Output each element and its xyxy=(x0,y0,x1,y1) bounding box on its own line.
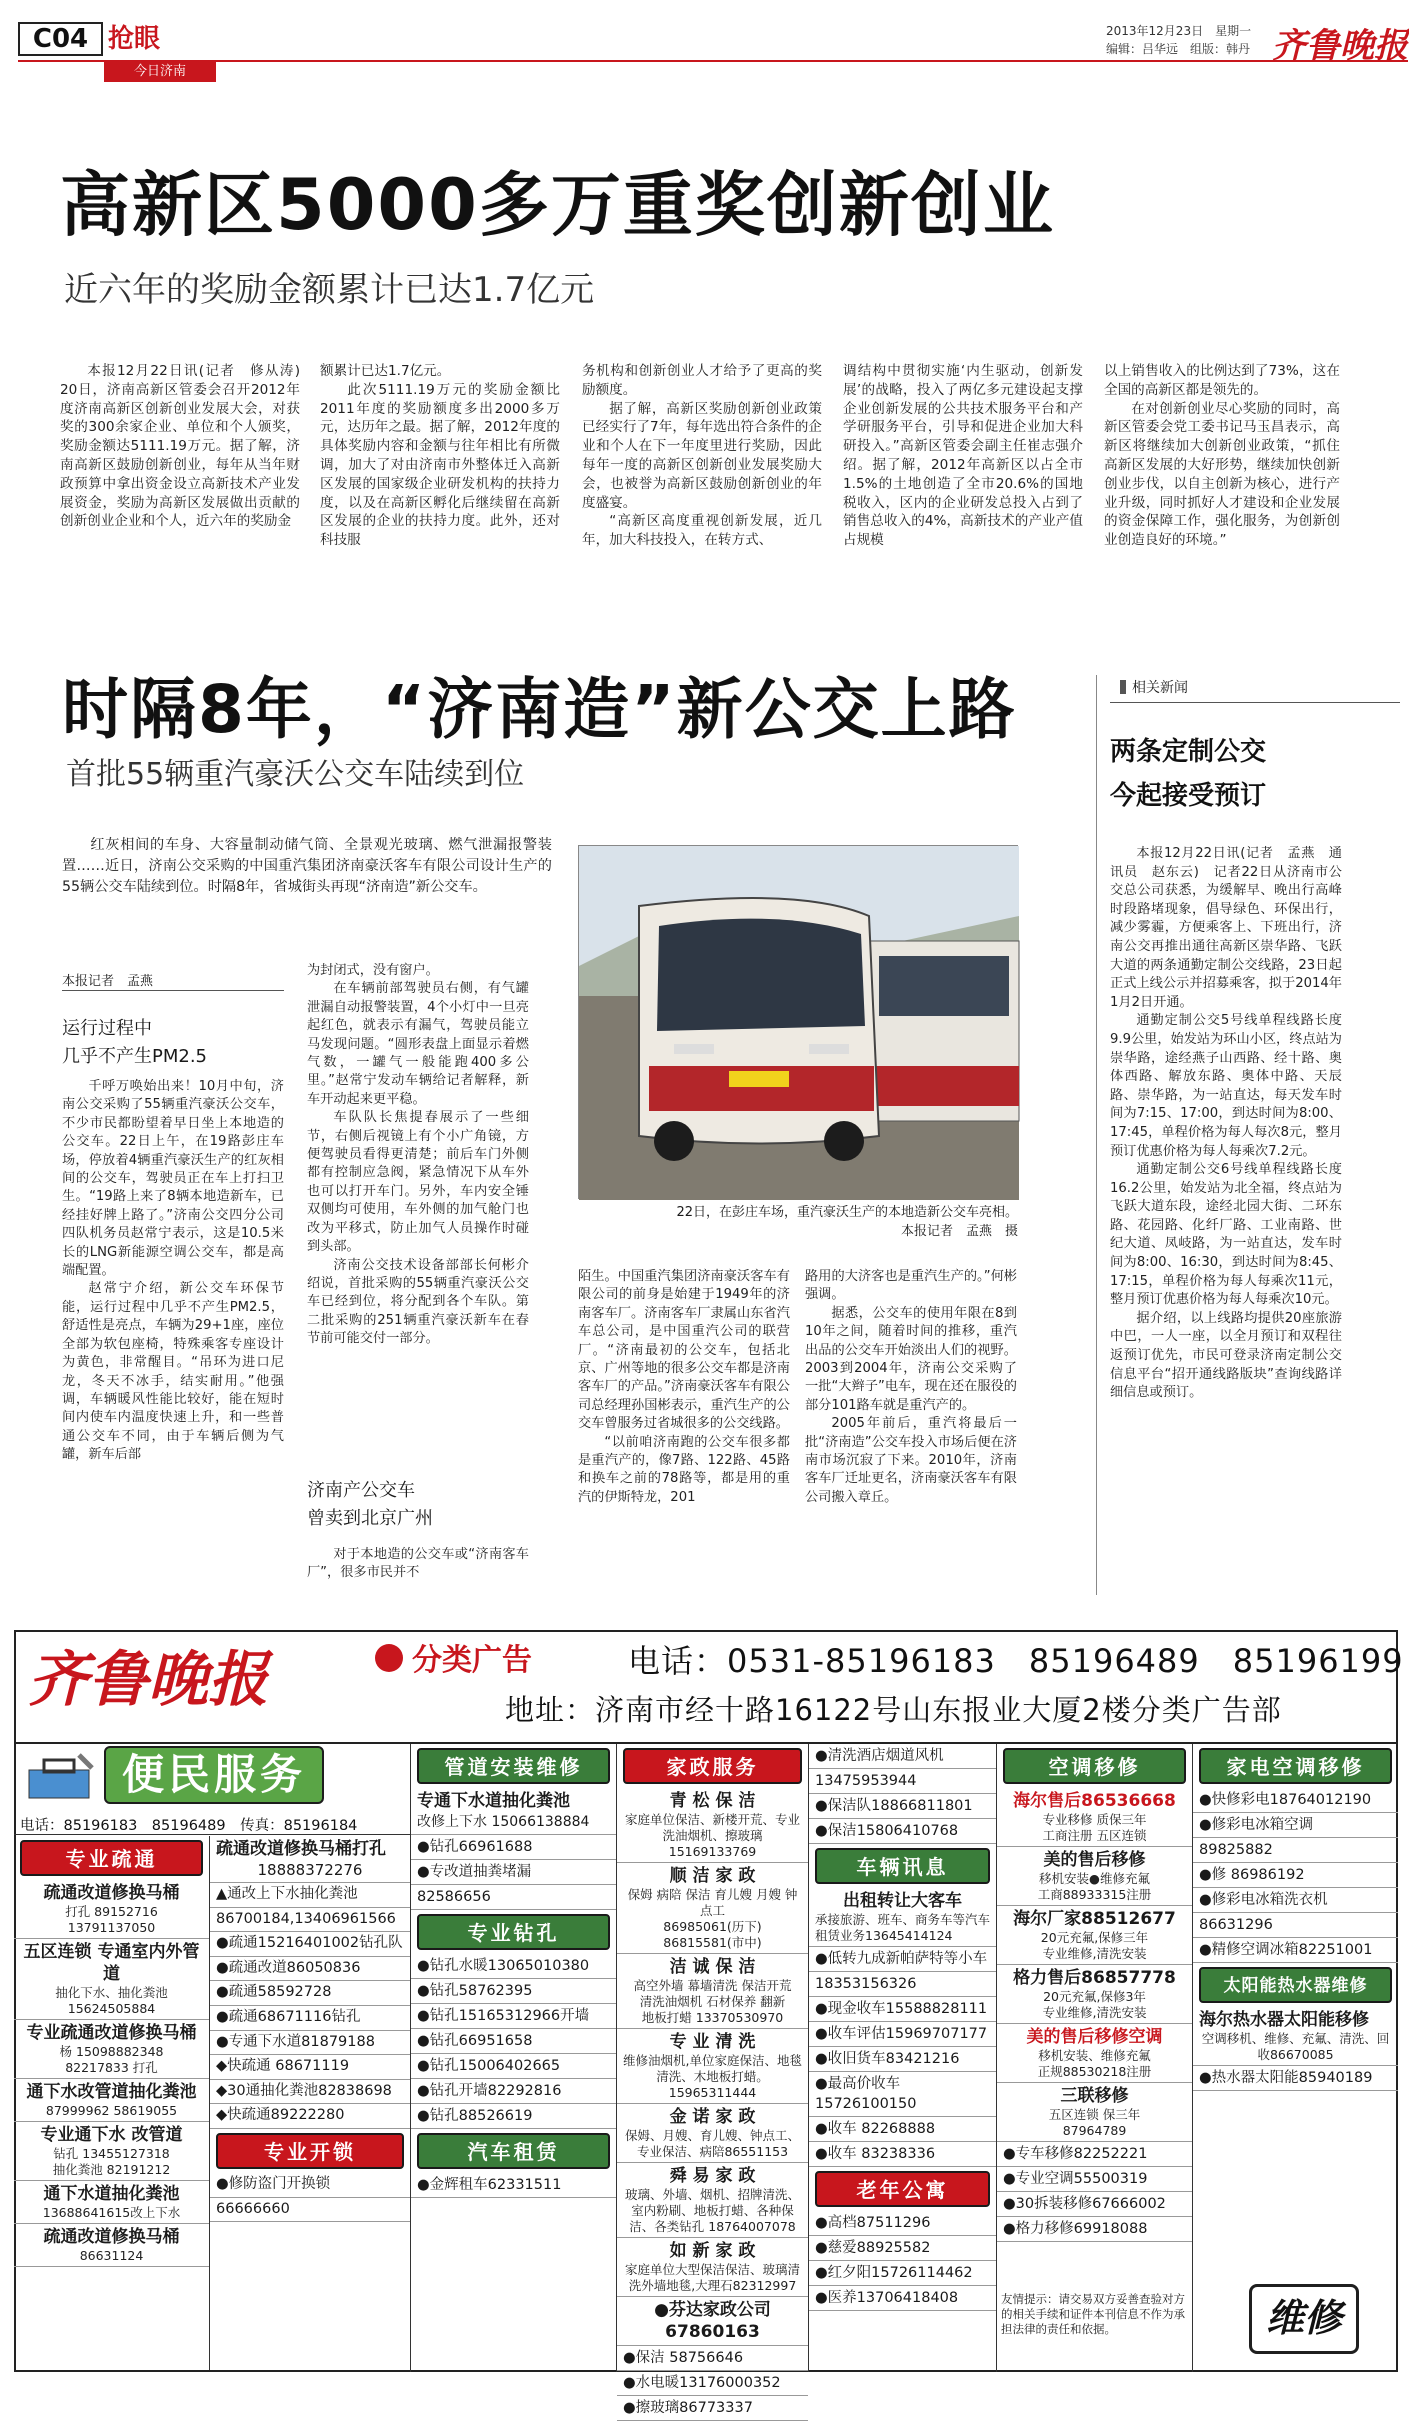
ad-col-2 xyxy=(210,1836,410,2370)
ad-item-title: 海尔售后86536668 xyxy=(1013,1791,1176,1811)
ad-line: ●高档87511296 xyxy=(809,2211,996,2236)
ad-item xyxy=(617,2238,808,2297)
ad-line: ●修彩电冰箱洗衣机 xyxy=(1193,1888,1398,1913)
ad-bullet-icon xyxy=(375,1644,403,1672)
article2-col3 xyxy=(578,1268,790,1507)
ad-item-detail: 打孔 89152716 13791137050 xyxy=(65,1904,158,1935)
related-title-1: 两条定制公交 xyxy=(1110,737,1267,767)
ad-item-title: 舜 易 家 政 xyxy=(669,2166,756,2186)
ad-item xyxy=(997,1965,1192,2024)
ad-line: ●保洁15806410768 xyxy=(809,1819,996,1844)
c4-list xyxy=(617,1788,808,2346)
bianmin-tel: 电话：85196183 85196489 传真：85196184 xyxy=(20,1818,358,1834)
ad-item-title: 三联移修 xyxy=(1060,2086,1129,2106)
c3-top-ad: 专通下水道抽化粪池 改修上下水 15066138884 xyxy=(411,1788,616,1835)
ad-item-title: 美的售后移修空调 xyxy=(1026,2027,1163,2047)
article1-col2 xyxy=(320,362,560,550)
ad-line: ●最高价收车15726100150 xyxy=(809,2072,996,2117)
paragraph: 千呼万唤始出来！10月中旬，济南公交采购了55辆重汽豪沃公交车，不少市民都盼望着早日坐上本地造的公交车。22日上午，在19路彭庄车场，停放着4辆重汽豪沃生产的红灰相间的公交车，驾驶员正在车上打扫卫生。“19路上来了8辆本地造新车，已经挂好牌上路了。”济南公交四分公司四队机务员赵常宁表示，这是10.5米长的LNG新能源空调公交车，都是高端配置。 xyxy=(62,1079,284,1279)
c7-list xyxy=(1193,1788,1398,1963)
repair-logo: 维修 xyxy=(1249,2284,1359,2354)
ad-item-title: 疏通改道修换马桶 xyxy=(43,1883,180,1903)
ad-col-6 xyxy=(996,1744,1192,2372)
ad-line: 66666660 xyxy=(210,2198,410,2223)
article2-sub1a: 运行过程中 xyxy=(62,1018,152,1039)
ad-line: ●水电暖13176000352 xyxy=(617,2371,808,2396)
ad-item xyxy=(997,1906,1192,1965)
ad-line: ●钻孔15006402665 xyxy=(411,2054,616,2079)
ad-line: 86631296 xyxy=(1193,1913,1398,1938)
ad-item-title: 顺 洁 家 政 xyxy=(669,1866,756,1886)
ad-line: ●精修空调冰箱82251001 xyxy=(1193,1938,1398,1963)
ad-item xyxy=(14,2020,209,2079)
c2-list-b xyxy=(210,2173,410,2222)
c2-top-ad: 疏通改道修换马桶打孔 18888372276 xyxy=(210,1836,410,1883)
article1-headline: 高新区5000多万重奖创新创业 xyxy=(60,164,1055,246)
ad-line: ●收车 83238336 xyxy=(809,2142,996,2167)
ad-item xyxy=(617,2029,808,2104)
ad-item-title: 美的售后移修 xyxy=(1043,1850,1146,1870)
ad-line: ●钻孔水暖13065010380 xyxy=(411,1954,616,1979)
paragraph: 赵常宁介绍，新公交车环保节能，运行过程中几乎不产生PM2.5，舒适性是亮点，车辆为29+1座，座位全部为软包座椅，特殊乘客专座设计为黄色，非常醒目。“吊环为进口尼龙，冬天不冰手，结实耐用。”他强调，车辆暖风性能比较好，能在短时间内使车内温度快速上升，和一些普通公交车不同，由于车辆后侧为气罐，新车后部 xyxy=(62,1281,284,1463)
c2-list xyxy=(210,1883,410,2129)
related-body xyxy=(1110,845,1342,1403)
ad-line: ●修彩电冰箱空调 xyxy=(1193,1813,1398,1838)
ad-line: ●红夕阳15726114462 xyxy=(809,2261,996,2286)
ad-item-title: 专业疏通改道修换马桶 xyxy=(26,2023,197,2043)
cat-jiazheng: 家政服务 xyxy=(623,1748,802,1784)
ad-item xyxy=(617,2104,808,2163)
ad-item-title: 格力售后86857778 xyxy=(1013,1968,1176,1988)
paragraph: 通勤定制公交6号线单程线路长度16.2公里，始发站为北全福，终点站为飞跃大道东段，途经北园大街、二环东路、花园路、化纤厂路、工业南路、世纪大道、凤岐路，为一站直达，发车时间为8:00、16:30，到达时间为8:45、17:15，单程价格为每人每乘次11元，整月预订优惠价格为每人每乘次10元。 xyxy=(1110,1162,1342,1308)
ad-line: ●钻孔开墙82292816 xyxy=(411,2079,616,2104)
ad-col-3 xyxy=(410,1744,616,2372)
section-name: 抢眼 xyxy=(108,24,161,54)
ad-item xyxy=(14,2122,209,2181)
c3-list-b xyxy=(411,1954,616,2129)
article2-col4 xyxy=(805,1268,1017,1507)
ad-item-title: 专 业 清 洗 xyxy=(669,2032,756,2052)
ad-line: ●金辉租车62331511 xyxy=(411,2173,616,2198)
c1-list xyxy=(14,1880,209,2267)
article1-col5 xyxy=(1104,362,1340,550)
ad-line: ●快修彩电18764012190 xyxy=(1193,1788,1398,1813)
subsection-tag: 今日济南 xyxy=(104,62,216,82)
paragraph: 路用的大济客也是重汽生产的。”何彬强调。 xyxy=(805,1269,1017,1303)
ad-item xyxy=(617,2297,808,2346)
ad-line: 82586656 xyxy=(411,1885,616,1910)
ad-item-title: 疏通改道修换马桶 xyxy=(43,2227,180,2247)
ad-item-detail: 86631124 xyxy=(79,2248,144,2263)
ad-line: ●专业空调55500319 xyxy=(997,2167,1192,2192)
ad-line: ●收旧货车83421216 xyxy=(809,2047,996,2072)
c6-note: 友情提示：请交易双方妥善查验对方的相关手续和证件本刊信息不作为承担法律的责任和依据。 xyxy=(1001,2292,1185,2336)
page-code: C04 xyxy=(32,24,89,54)
paragraph: 本报12月22日讯(记者 孟燕 通讯员 赵东云) 记者22日从济南市公交总公司获悉，为缓解早、晚出行高峰时段路堵现象，倡导绿色、环保出行，减少雾霾，方便乘客上、下班出行，济南公交再推出通往高新区崇华路、飞跃大道的两条通勤定制公交线路，23日起正式上线公示并招募乘客，拟于2014年1月2日开通。 xyxy=(1110,846,1342,1010)
c7-top-ad: 海尔热水器太阳能移修 空调移机、维修、充氟、清洗、回收86670085 xyxy=(1193,2007,1398,2066)
ad-line: 13475953944 xyxy=(809,1769,996,1794)
cat-kaisuo: 专业开锁 xyxy=(216,2133,404,2169)
ad-item-detail: 移机安装●维修充氟 工商88933315注册 xyxy=(1037,1871,1152,1902)
ad-tel-label: 电话：0531-85196183 85196489 85196199 xyxy=(628,1642,1404,1680)
ad-item-detail: 玻璃、外墙、烟机、招牌清洗、室内粉刷、地板打蜡、各种保洁、各类钻孔 18764007078 xyxy=(624,2187,800,2234)
paragraph: 通勤定制公交5号线单程线路长度9.9公里，始发站为环山小区，终点站为崇华路，途经燕子山西路、经十路、奥体西路、解放东路、奥体中路、天辰路、崇华路，为一站直达，每天发车时间为7:15、17:00，到达时间为8:00、17:45，单程价格为每人每次8元，整月预订优惠价格为每人每乘次7.2元。 xyxy=(1110,1013,1342,1159)
ad-logo: 齐鲁晚报 xyxy=(28,1645,268,1715)
ad-item-detail: 五区连锁 保三年 87964789 xyxy=(1048,2107,1141,2138)
bus-photo xyxy=(578,845,1018,1199)
article2-sub2a: 济南产公交车 xyxy=(307,1480,415,1501)
ad-line: ●热水器太阳能85940189 xyxy=(1193,2066,1398,2091)
ad-line: 89825882 xyxy=(1193,1838,1398,1863)
paragraph: 在车辆前部驾驶员右侧，有气罐泄漏自动报警装置，4个小灯中一旦亮起红色，就表示有漏气，驾驶员能立马发现问题。“圆形表盘上面显示着燃气数，一罐气一般能跑400多公里。”赵常宁发动车辆给记者解释，新车开动起来更平稳。 xyxy=(307,981,529,1107)
article1-col4: 调结构中贯彻实施‘内生驱动，创新发展’的战略，投入了两亿多元建设起支撑企业创新发展的公共技术服务平台和产学研服务平台，引导和促进企业加大科研投入。”高新区管委会副主任崔志强介绍。据了解，2012年高新区以占全市1.5%的土地创造了全市20.6%的国地税收入，区内的企业研发总投入占到了销售总收入的4%，高新技术的产业产值占规模 xyxy=(843,363,1083,549)
article2-col1 xyxy=(62,1078,284,1465)
related-marker xyxy=(1120,680,1126,694)
ad-col-4 xyxy=(616,1744,808,2416)
ad-item-detail: 抽化下水、抽化粪池 15624505884 xyxy=(55,1985,168,2016)
article2-lead: 红灰相间的车身、大容量制动储气筒、全景观光玻璃、燃气泄漏报警装置……近日，济南公交采购的中国重汽集团济南豪沃客车有限公司设计生产的55辆公交车陆续到位。时隔8年，省城街头再现“济南造”新公交车。 xyxy=(62,837,552,895)
article2-col2 xyxy=(307,962,529,1349)
ad-item-detail: 高空外墙 幕墙清洗 保洁开荒 清洗油烟机 石材保养 翻新 地板打蜡 13370530970 xyxy=(633,1978,792,2025)
ad-line: ●钻孔66951658 xyxy=(411,2029,616,2054)
ad-line: ●格力移修69918088 xyxy=(997,2217,1192,2242)
sidebar-divider xyxy=(1096,675,1097,1595)
ad-item-title: 青 松 保 洁 xyxy=(669,1791,756,1811)
ad-item-detail: 专业移修 质保三年 工商注册 五区连锁 xyxy=(1042,1812,1147,1843)
cat-cheliang: 车辆讯息 xyxy=(815,1848,990,1884)
ad-line: ●低转九成新帕萨特等小车 xyxy=(809,1947,996,1972)
cat-guandao: 管道安装维修 xyxy=(417,1748,610,1784)
paragraph: 为封闭式，没有窗户。 xyxy=(307,963,439,978)
ad-col-1 xyxy=(14,1836,210,2370)
article2-sub2b: 曾卖到北京广州 xyxy=(307,1508,433,1529)
ad-line: ●现金收车15588828111 xyxy=(809,1997,996,2022)
ad-item xyxy=(617,1863,808,1954)
ad-line: ●30拆装移修67666002 xyxy=(997,2192,1192,2217)
c3-list-c xyxy=(411,2173,616,2198)
ad-item xyxy=(14,1939,209,2020)
paragraph: 车队队长焦提春展示了一些细节，右侧后视镜上有个小广角镜，方便驾驶员看得更清楚；前后车门外侧都有控制应急阀，紧急情况下从车外也可以打开车门。另外，车内安全锤双侧均可使用，车外侧的加气舱门也改为平移式，防止加气人员操作时碰到头部。 xyxy=(307,1110,529,1255)
paragraph: 务机构和创新创业人才给予了更高的奖励额度。 xyxy=(582,363,822,398)
related-title-2: 今起接受预订 xyxy=(1110,781,1267,811)
ad-line: ●钻孔15165312966开墙 xyxy=(411,2004,616,2029)
ad-line: ●保洁队18866811801 xyxy=(809,1794,996,1819)
cat-zuche: 汽车租赁 xyxy=(417,2133,610,2169)
ad-line: ●钻孔66961688 xyxy=(411,1835,616,1860)
paragraph: “以前咱济南跑的公交车很多都是重汽产的，像7路、122路、45路和换车之前的78路等，都是用的重汽的伊斯特龙，201 xyxy=(578,1434,790,1505)
ad-item-detail: 维修油烟机,单位家庭保洁、地毯清洗、木地板打蜡。 15965311444 xyxy=(623,2053,802,2100)
newspaper-logo: 齐鲁晚报 xyxy=(1272,26,1408,66)
cat-zuankong: 专业钻孔 xyxy=(417,1914,610,1950)
ad-item-detail: 家庭单位大型保洁保洁、玻璃清洗外墙地毯,大理石82312997 xyxy=(624,2262,800,2293)
ad-line: ◆快疏通89222280 xyxy=(210,2104,410,2129)
cat-jiadian: 家电空调移修 xyxy=(1199,1748,1392,1784)
ad-item-title: 洁 诚 保 洁 xyxy=(669,1957,756,1977)
article2-subhead: 首批55辆重汽豪沃公交车陆续到位 xyxy=(66,757,525,792)
paragraph: 在对创新创业尽心奖励的同时，高新区管委会党工委书记马玉昌表示，高新区将继续加大创新创业政策，“抓住高新区发展的大好形势，继续加快创新创业步伐，以自主创新为核心，进行产业升级，同时抓好人才建设和企业发展的资金保障工作，强化服务，为创新创业创造良好的环境。” xyxy=(1104,400,1340,549)
article2-col2b: 对于本地造的公交车或“济南客车厂”，很多市民并不 xyxy=(307,1547,529,1581)
ad-item-detail: 保姆 病陪 保洁 育儿嫂 月嫂 钟点工 86985061(历下) 86815581(市中) xyxy=(627,1887,798,1950)
ad-line: ●擦玻璃86773337 xyxy=(617,2396,808,2421)
ad-item-title: ●芬达家政公司67860163 xyxy=(654,2300,771,2342)
c7-list-b xyxy=(1193,2066,1398,2091)
ad-line: ●专通下水道81879188 xyxy=(210,2031,410,2056)
article1-col3 xyxy=(582,362,822,550)
ad-line: ●专车移修82252221 xyxy=(997,2142,1192,2167)
ad-line: ●修防盗门开换锁 xyxy=(210,2173,410,2198)
ad-col-7 xyxy=(1192,1744,1398,2372)
ad-line: ◆快疏通 68671119 xyxy=(210,2055,410,2080)
ad-item xyxy=(14,2181,209,2224)
ad-line: ●慈爱88925582 xyxy=(809,2236,996,2261)
header-rule xyxy=(18,60,1408,62)
ad-item xyxy=(14,2224,209,2267)
paragraph: 2005年前后，重汽将最后一批“济南造”公交车投入市场后便在济南市场沉寂了下来。2010年，济南客车厂迁址更名，济南豪沃客车有限公司搬入章丘。 xyxy=(805,1416,1017,1505)
paragraph: 此次5111.19万元的奖励金额比2011年度的奖励额度多出2000多万元，达历年之最。据了解，2012年度的具体奖励内容和金额与往年相比有所微调，加大了对由济南市外整体迁入高新区发展的国家级企业研发机构的扶持力度，以及在高新区孵化后继续留在高新区发展的企业的扶持力度。此外，还对科技服 xyxy=(320,381,560,549)
c5-list-c xyxy=(809,2211,996,2311)
paragraph: 据了解，高新区奖励创新创业政策已经实行了7年，每年选出符合条件的企业和个人在下一年度里进行奖励，因此每年一度的高新区创新创业发展奖励大会，也被誉为高新区鼓励创新创业的年度盛宴。 xyxy=(582,400,822,511)
ad-address: 地址：济南市经十路16122号山东报业大厦2楼分类广告部 xyxy=(505,1693,1282,1727)
paragraph: “高新区高度重视创新发展，近几年，加大科技投入，在转方式、 xyxy=(582,513,822,549)
bianmin-rule xyxy=(14,1834,410,1835)
ad-item-title: 专业通下水 改管道 xyxy=(40,2125,183,2145)
ad-line: ◆30通抽化粪池82838698 xyxy=(210,2080,410,2105)
ad-item xyxy=(997,1788,1192,1847)
paragraph: 额累计已达1.7亿元。 xyxy=(320,363,451,379)
paragraph: 据介绍，以上线路均提供20座旅游中巴，一人一座，以全月预订和双程往返预订优先，市民可登录济南定制公交信息平台“招开通线路版块”查询线路详细信息或预订。 xyxy=(1110,1310,1342,1401)
ad-item-title: 如 新 家 政 xyxy=(669,2241,756,2261)
ad-line: ●收车评估15969707177 xyxy=(809,2022,996,2047)
ad-line: ●专改道抽粪堵漏 xyxy=(411,1860,616,1885)
bus-photo-drawing xyxy=(579,846,1019,1200)
ad-class-title: 分类广告 xyxy=(412,1643,532,1678)
ad-line: ●医养13706418408 xyxy=(809,2286,996,2311)
ad-item xyxy=(14,1880,209,1939)
ad-item-detail: 家庭单位保洁、新楼开荒、专业洗油烟机、擦玻璃15169133769 xyxy=(624,1812,800,1859)
c5-list xyxy=(809,1744,996,1844)
ad-line: ●收车 82268888 xyxy=(809,2117,996,2142)
bianmin-banner xyxy=(14,1744,410,1812)
photo-caption: 22日，在彭庄车场，重汽豪沃生产的本地造新公交车亮相。 本报记者 孟燕 摄 xyxy=(676,1205,1018,1239)
ad-item-detail: 20元充氟,保修3年 专业维修,清洗安装 xyxy=(1042,1989,1147,2020)
ad-line: 18353156326 xyxy=(809,1972,996,1997)
ad-item-detail: 钻孔 13455127318 抽化粪池 82191212 xyxy=(52,2146,171,2177)
bianmin-title: 便民服务 xyxy=(104,1746,324,1804)
ad-item xyxy=(14,2079,209,2122)
c3-list xyxy=(411,1835,616,1910)
ad-item xyxy=(617,2163,808,2238)
c6-list xyxy=(997,1788,1192,2142)
paragraph: 济南公交技术设备部部长何彬介绍说，首批采购的55辆重汽豪沃公交车已经到位，将分配到各个车队。第二批采购的251辆重汽豪沃新车在春节前可能交付一部分。 xyxy=(307,1257,529,1347)
ad-line: 86700184,13406961566 xyxy=(210,1908,410,1933)
cat-kongtiao: 空调移修 xyxy=(1003,1748,1186,1784)
ad-line: ●疏通58592728 xyxy=(210,1981,410,2006)
ad-item-detail: 保姆、月嫂、育儿嫂、钟点工、专业保洁、病陪86551153 xyxy=(624,2128,800,2159)
article1-col1: 本报12月22日讯(记者 修从涛) 20日，济南高新区管委会召开2012年度济南高新区创新创业发展大会，对获奖的300余家企业、单位和个人颁奖，奖励金额达5111.19万元。据了解，济南高新区鼓励创新创业，每年从当年财政预算中拿出资金设立高新技术产业发展资金，奖励为高新区发展做出贡献的创新创业企业和个人，近六年的奖励金 xyxy=(60,363,314,530)
ad-item-detail: 87999962 58619055 xyxy=(45,2103,178,2118)
ad-item-title: 通下水道抽化粪池 xyxy=(43,2184,180,2204)
related-label: 相关新闻 xyxy=(1110,675,1400,703)
ad-item-detail: 13688641615改上下水 xyxy=(42,2205,181,2220)
c4-list-b xyxy=(617,2346,808,2421)
ad-line: ●修 86986192 xyxy=(1193,1863,1398,1888)
ad-line: ●钻孔88526619 xyxy=(411,2104,616,2129)
ad-item xyxy=(617,1954,808,2029)
c5-list-b xyxy=(809,1947,996,2167)
ad-item-title: 金 诺 家 政 xyxy=(669,2107,756,2127)
ad-line: ●疏通15216401002钻孔队 xyxy=(210,1932,410,1957)
ad-line: ●钻孔58762395 xyxy=(411,1979,616,2004)
ad-item xyxy=(997,1847,1192,1906)
paragraph: 陌生。中国重汽集团济南豪沃客车有限公司的前身是始建于1949年的济南客车厂。济南客车厂隶属山东省汽车总公司，是中国重汽公司的联营厂。“济南最初的公交车，包括北京、广州等地的很多公交车都是济南客车厂的产品。”济南豪沃客车有限公司总经理孙国彬表示，重汽生产的公交车曾服务过省城很多的公交线路。 xyxy=(578,1269,790,1432)
ad-col-5 xyxy=(808,1744,996,2372)
article2-sub1b: 几乎不产生PM2.5 xyxy=(62,1046,208,1067)
ad-item-title: 海尔厂家88512677 xyxy=(1013,1909,1176,1929)
ad-item xyxy=(997,2083,1192,2142)
paragraph: 据悉，公交车的使用年限在8到10年之间，随着时间的推移，重汽出品的公交车开始淡出人们的视野。2003到2004年，济南公交采购了一批“大辫子”电车，现在还在服役的部分101路车就是重汽产的。 xyxy=(805,1305,1017,1413)
ad-item-detail: 杨 15098882348 82217833 打孔 xyxy=(59,2044,164,2075)
c5-top-ad: 出租转让大客车 承接旅游、班车、商务车等汽车租赁业务13645414124 xyxy=(809,1888,996,1947)
editor-line: 编辑：吕华远 组版：韩丹 xyxy=(1106,42,1251,56)
ad-line: ●疏通改道86050836 xyxy=(210,1957,410,1982)
cat-laonian: 老年公寓 xyxy=(815,2171,990,2207)
paragraph: 以上销售收入的比例达到了73%，这在全国的高新区都是领先的。 xyxy=(1104,363,1340,398)
cat-taiyangneng: 太阳能热水器维修 xyxy=(1199,1967,1392,2003)
c6-list-b xyxy=(997,2142,1192,2242)
ad-item-detail: 20元充氟,保修三年 专业维修,清洗安装 xyxy=(1040,1930,1149,1961)
ad-item-title: 五区连锁 专通室内外管道 xyxy=(23,1942,200,1984)
ad-item-title: 通下水改管道抽化粪池 xyxy=(26,2082,197,2102)
toolbox-icon xyxy=(24,1750,94,1800)
article2-headline: 时隔8年，“济南造”新公交上路 xyxy=(62,671,1017,748)
ad-line: ▲通改上下水抽化粪池 xyxy=(210,1883,410,1908)
article1-subhead: 近六年的奖励金额累计已达1.7亿元 xyxy=(64,270,595,310)
ad-line: ●保洁 58756646 xyxy=(617,2346,808,2371)
ad-line: ●疏通68671116钻孔 xyxy=(210,2006,410,2031)
ad-item xyxy=(997,2024,1192,2083)
ad-item-detail: 移机安装、维修充氟 正规88530218注册 xyxy=(1037,2048,1152,2079)
ad-item xyxy=(617,1788,808,1863)
issue-date: 2013年12月23日 星期一 xyxy=(1106,24,1252,38)
article2-byline: 本报记者 孟燕 xyxy=(62,974,154,989)
ad-line: ●清洗酒店烟道风机 xyxy=(809,1744,996,1769)
cat-shutong: 专业疏通 xyxy=(20,1840,203,1876)
byline-rule xyxy=(62,990,284,991)
